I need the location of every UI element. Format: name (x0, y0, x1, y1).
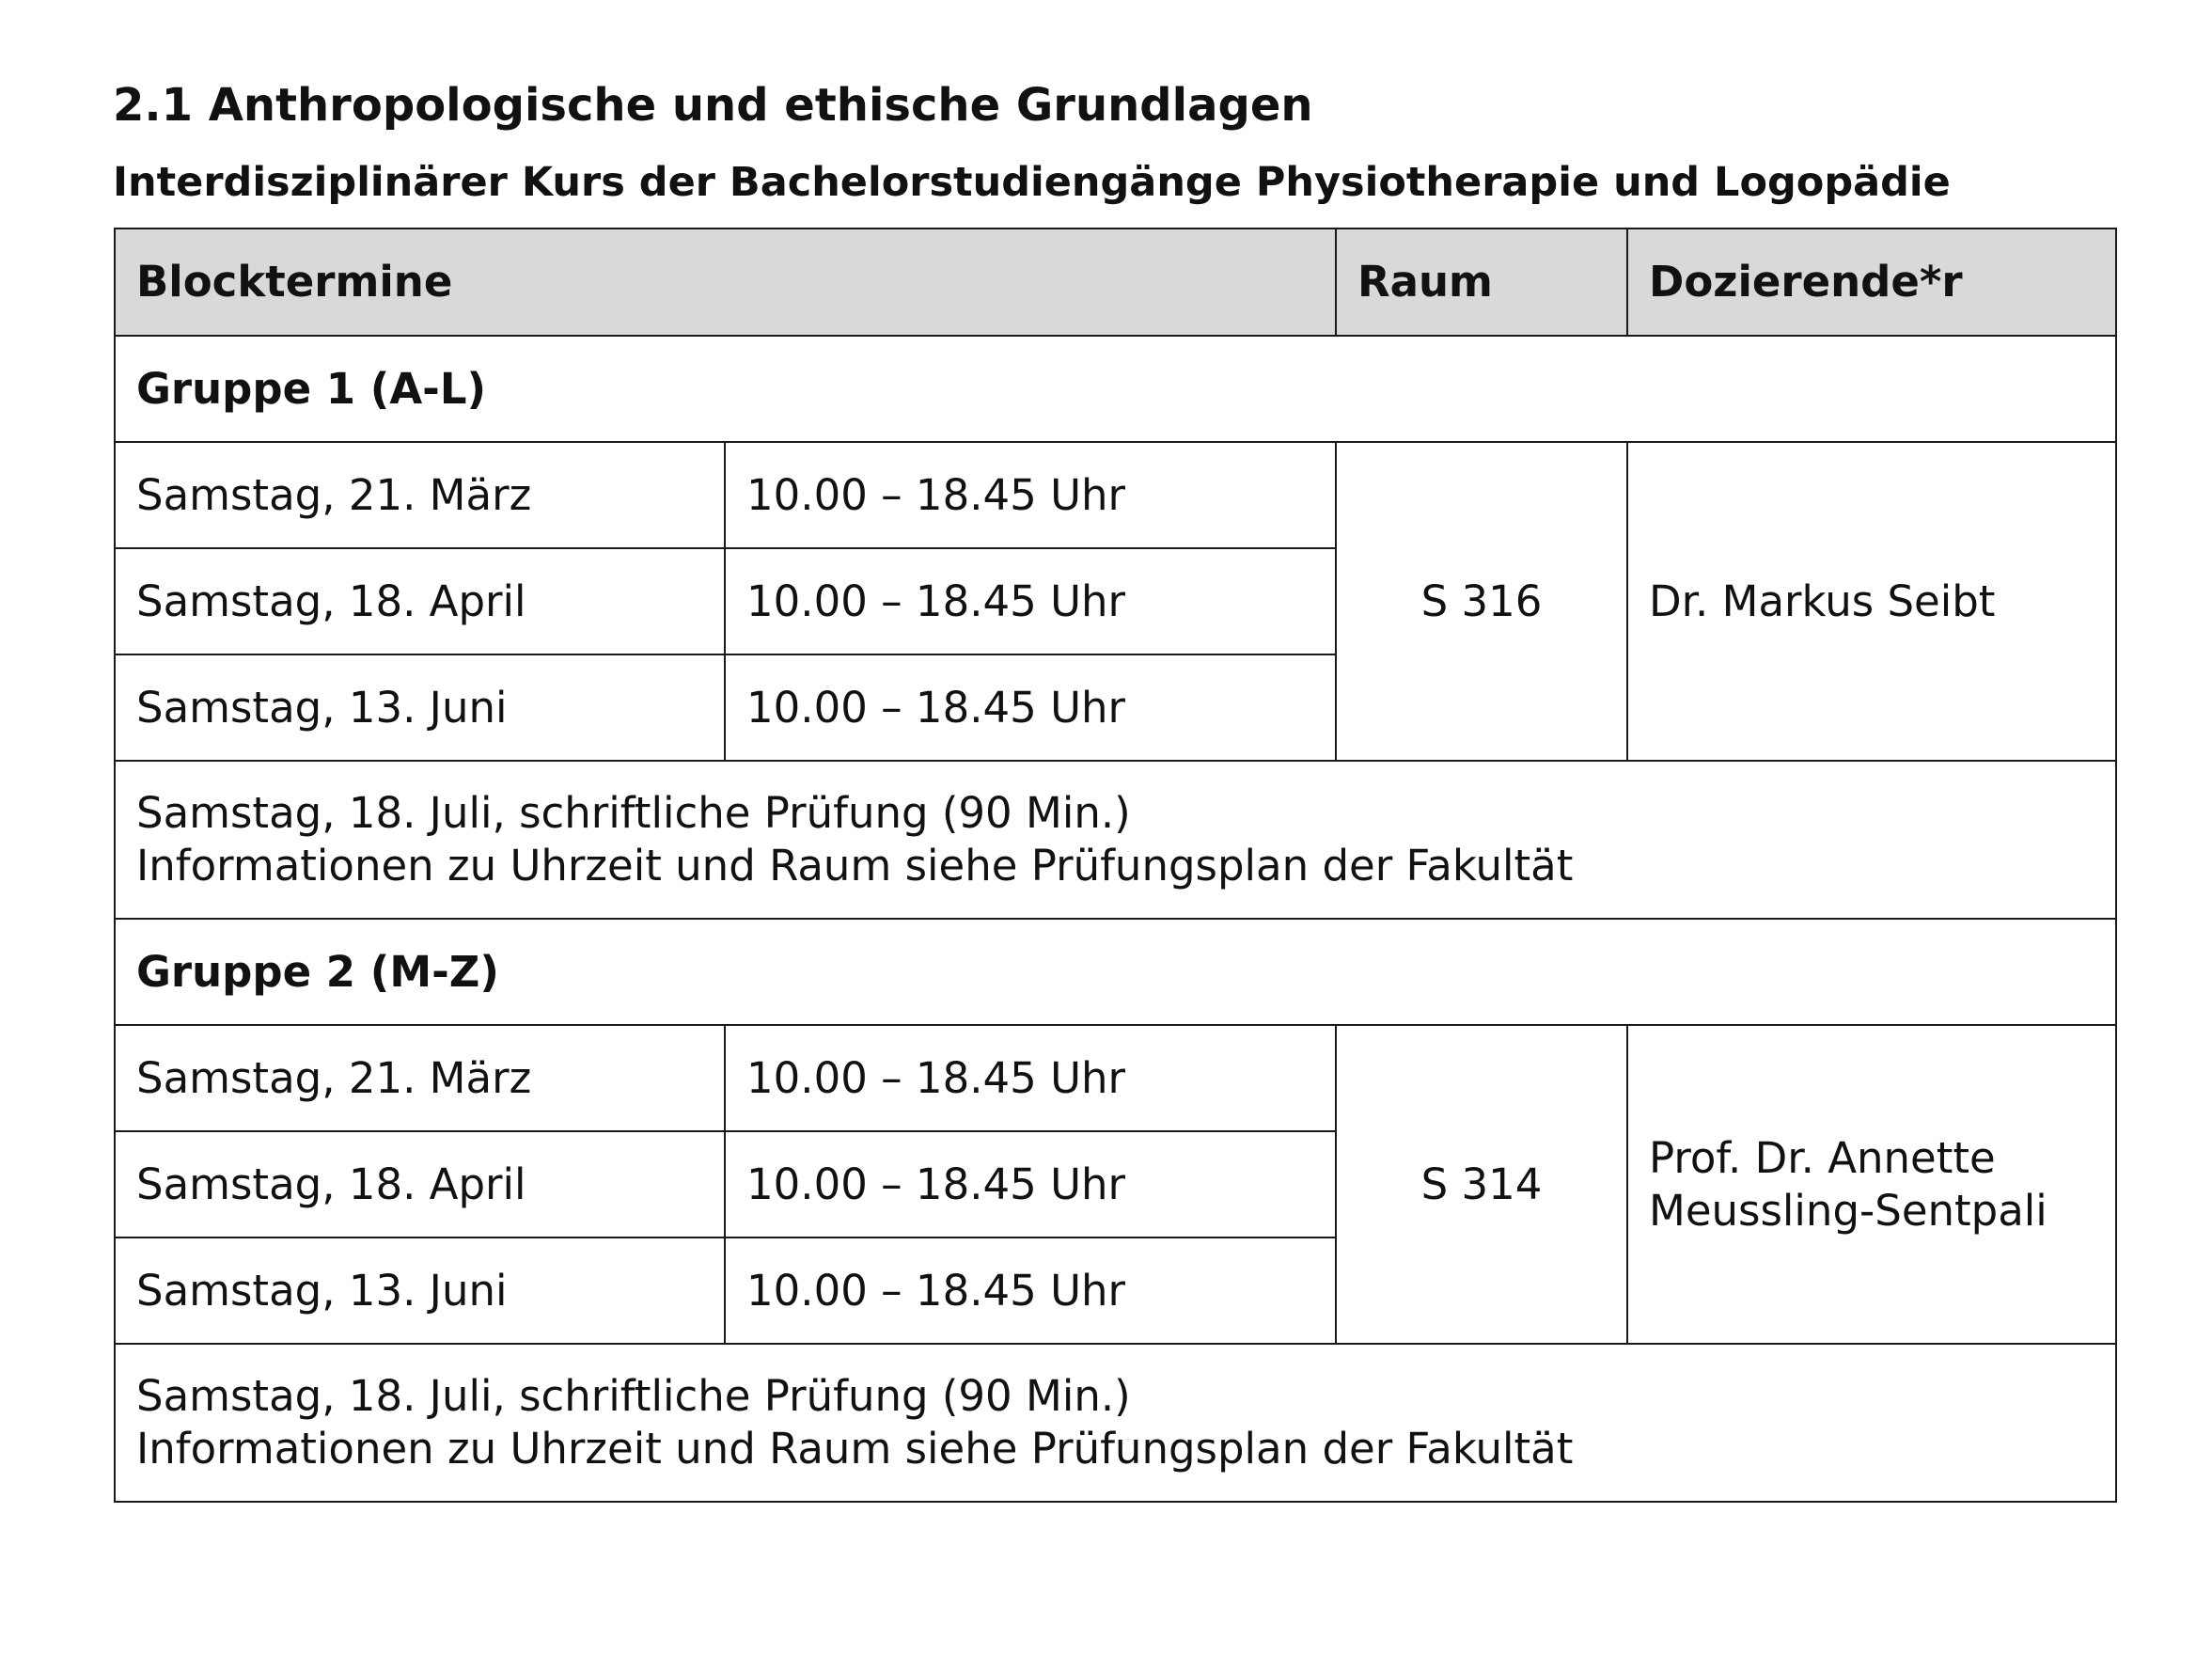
lecturer-name-line1: Dr. Markus Seibt (1649, 575, 1996, 626)
table-row (115, 442, 2116, 548)
header-raum: Raum (1336, 229, 1627, 336)
date-cell: Samstag, 18. April (115, 1131, 725, 1237)
lecturer-name-line2: Meussling-Sentpali (1649, 1185, 2047, 1236)
room-cell: S 314 (1336, 1025, 1627, 1344)
exam-date-line: Samstag, 18. Juli, schriftliche Prüfung (90 Min.) (136, 1371, 1131, 1421)
time-cell: 10.00 – 18.45 Uhr (725, 1237, 1336, 1344)
lecturer-name-line1: Prof. Dr. Annette (1649, 1132, 1996, 1183)
lecturer-cell (1627, 1025, 2116, 1344)
date-cell: Samstag, 13. Juni (115, 1237, 725, 1344)
group-name: Gruppe 2 (M-Z) (115, 919, 2116, 1025)
time-cell: 10.00 – 18.45 Uhr (725, 548, 1336, 654)
header-dozierende: Dozierende*r (1627, 229, 2116, 336)
lecturer-cell (1627, 442, 2116, 761)
group-name: Gruppe 1 (A-L) (115, 336, 2116, 442)
time-cell: 10.00 – 18.45 Uhr (725, 1025, 1336, 1131)
room-cell: S 316 (1336, 442, 1627, 761)
exam-row (115, 1344, 2116, 1502)
date-cell: Samstag, 13. Juni (115, 654, 725, 761)
exam-date-line: Samstag, 18. Juli, schriftliche Prüfung (90 Min.) (136, 788, 1131, 838)
header-blocktermine: Blocktermine (115, 229, 1336, 336)
table-header-row (115, 229, 2116, 336)
time-cell: 10.00 – 18.45 Uhr (725, 442, 1336, 548)
exam-note (115, 1344, 2116, 1502)
time-cell: 10.00 – 18.45 Uhr (725, 654, 1336, 761)
group-row (115, 336, 2116, 442)
page-subtitle: Interdisziplinärer Kurs der Bachelorstudiengänge Physiotherapie und Logopädie (113, 159, 1951, 206)
date-cell: Samstag, 21. März (115, 442, 725, 548)
group-row (115, 919, 2116, 1025)
exam-note (115, 761, 2116, 919)
exam-row (115, 761, 2116, 919)
page-title: 2.1 Anthropologische und ethische Grundlagen (113, 79, 1313, 132)
exam-info-line: Informationen zu Uhrzeit und Raum siehe Prüfungsplan der Fakultät (136, 841, 1574, 891)
date-cell: Samstag, 21. März (115, 1025, 725, 1131)
table-row (115, 1025, 2116, 1131)
exam-info-line: Informationen zu Uhrzeit und Raum siehe Prüfungsplan der Fakultät (136, 1424, 1574, 1474)
time-cell: 10.00 – 18.45 Uhr (725, 1131, 1336, 1237)
schedule-table (114, 228, 2117, 1503)
date-cell: Samstag, 18. April (115, 548, 725, 654)
